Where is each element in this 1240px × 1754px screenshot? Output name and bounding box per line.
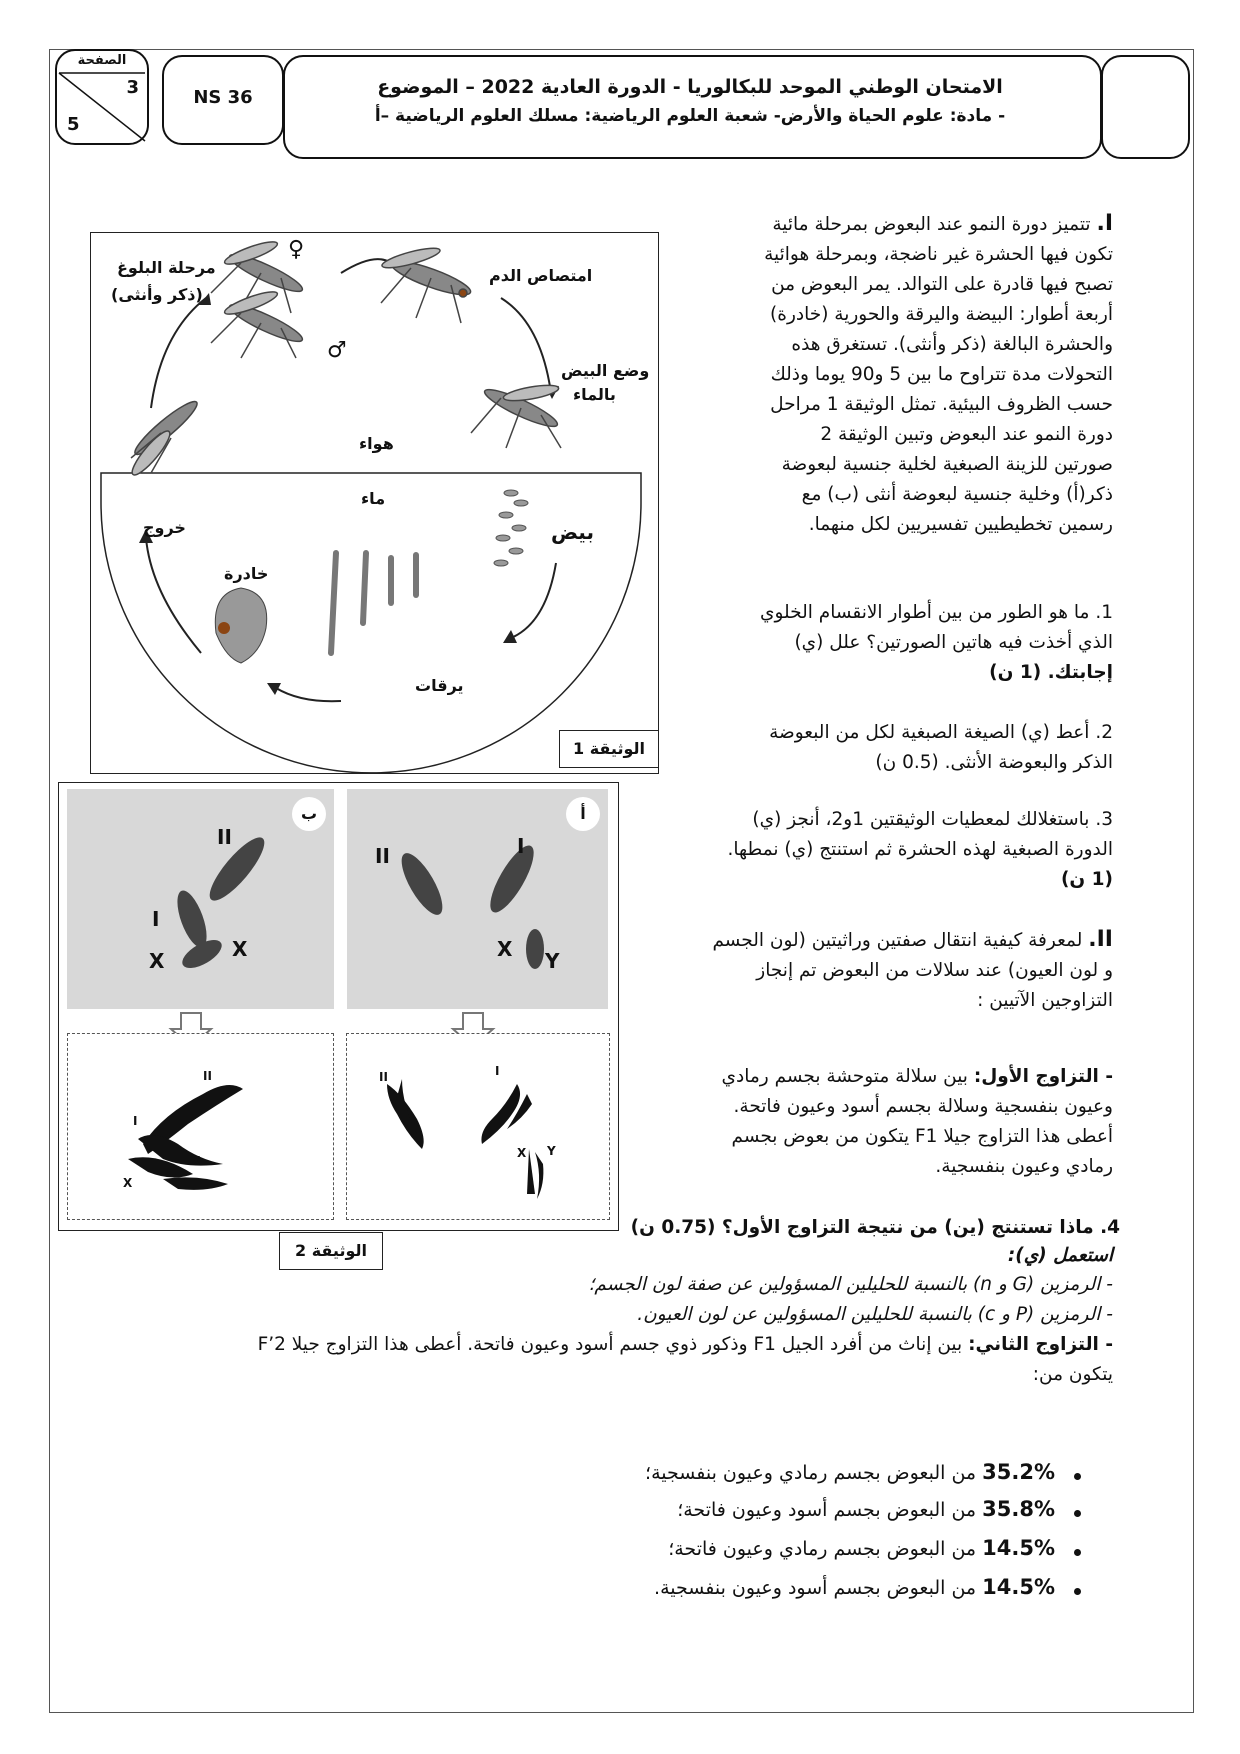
part1-line: أربعة أطوار: البيضة واليرقة والحورية (خادرة): [770, 304, 1113, 325]
cross1-line: وعيون بنفسجية وسلالة بجسم أسود وعيون فاتحة.: [733, 1096, 1113, 1117]
use-symbols-title: استعمل (ي):: [1007, 1245, 1113, 1266]
label-larvae: يرقات: [415, 676, 464, 695]
result-percent: 14.5%: [982, 1536, 1055, 1560]
page-total: 5: [67, 114, 80, 135]
result-item: [668, 1536, 1055, 1560]
cycle-arrow: [511, 563, 556, 638]
label-air: هواء: [359, 434, 394, 453]
chrom-a-II: II: [375, 844, 390, 868]
schem-a-Y: Y: [547, 1144, 556, 1158]
part1-line: ذكر(أ) وخلية جنسية لبعوضة أنثى (ب) مع: [801, 484, 1113, 505]
chrom-b-II: II: [217, 825, 232, 849]
cross-1: [640, 1062, 1113, 1182]
panel-b-badge: ب: [292, 797, 326, 831]
document-2-caption: الوثيقة 2: [279, 1232, 383, 1270]
bullet-icon: [1074, 1549, 1081, 1556]
part1-line: تكون فيها الحشرة غير ناضجة، وبمرحلة هوائية: [764, 244, 1113, 265]
result-text: من البعوض بجسم رمادي وعيون فاتحة؛: [668, 1538, 977, 1560]
schematic-chromosomes-b: [68, 1034, 333, 1219]
exam-code: NS 36: [193, 87, 253, 108]
document-1-caption: الوثيقة 1: [559, 730, 659, 768]
result-text: من البعوض بجسم أسود وعيون فاتحة؛: [677, 1499, 977, 1521]
bullet-icon: [1074, 1473, 1081, 1480]
document-1-figure: [90, 232, 659, 774]
label-adult-sex: (ذكر وأنثى): [111, 285, 203, 304]
mosquito-emerging-icon: [128, 396, 202, 479]
label-eggs: بيض: [551, 520, 594, 544]
larvae-icon: [331, 553, 416, 653]
result-percent: 35.8%: [982, 1497, 1055, 1521]
part1-line: دورة النمو عند البعوض وتبين الوثيقة 2: [820, 424, 1113, 445]
schem-a-I: I: [495, 1064, 500, 1078]
page-current: 3: [126, 77, 139, 98]
eggs-icon: [494, 490, 528, 566]
schem-a-II: II: [379, 1070, 388, 1084]
part2-numeral: II.: [1088, 927, 1113, 952]
cross1-line: أعطى هذا التزاوج جيلا F1 يتكون من بعوض بجسم: [731, 1126, 1113, 1147]
chrom-b-X1: X: [149, 949, 165, 973]
q1-line: إجابتك. (1 ن): [989, 662, 1113, 683]
schem-b-I: I: [133, 1114, 138, 1128]
use-symbols-eye-color: - الرمزين (P و c) بالنسبة للحليلين المسؤولين عن لون العيون.: [637, 1304, 1113, 1325]
label-blood: امتصاص الدم: [489, 266, 593, 285]
question-2: [665, 718, 1113, 778]
label-emergence: خروج: [143, 518, 186, 537]
result-text: من البعوض بجسم أسود وعيون بنفسجية.: [654, 1577, 977, 1599]
chrom-a-Y: Y: [545, 949, 560, 973]
panel-a-badge: أ: [566, 797, 600, 831]
part2-line: لمعرفة كيفية انتقال صفتين وراثيتين (لون الجسم: [712, 930, 1083, 951]
q2-line: الذكر والبعوضة الأنثى. (0.5 ن): [875, 752, 1113, 773]
question-4: 4. ماذا تستنتج (ين) من نتيجة التزاوج الأول؟ (0.75 ن): [630, 1217, 1120, 1238]
part1-line: التحولات مدة تتراوح ما بين 5 و90 يوما وذلك: [770, 364, 1113, 385]
chrom-b-I: I: [152, 907, 160, 931]
result-percent: 14.5%: [982, 1575, 1055, 1599]
cycle-arrow: [276, 688, 341, 701]
q1-line: 1. ما هو الطور من بين أطوار الانقسام الخلوي: [760, 602, 1113, 623]
exam-subject: - مادة: علوم الحياة والأرض- شعبة العلوم الرياضية: مسلك العلوم الرياضية –أ: [374, 106, 1006, 126]
karyotype-photo-b: [67, 789, 334, 1009]
page-number-box: [55, 49, 149, 145]
part1-line: تصبح فيها قادرة على التوالد. يمر البعوض من: [771, 274, 1113, 295]
pupa-icon: [215, 588, 266, 663]
mosquito-feeding-icon: [380, 244, 473, 323]
chrom-a-I: I: [517, 834, 525, 858]
female-symbol: ♀: [288, 237, 305, 262]
part2-line: التزاوجين الآتيين :: [977, 990, 1113, 1011]
part1-line: تتميز دورة النمو عند البعوض بمرحلة مائية: [772, 214, 1091, 235]
cross2-title: - التزاوج الثاني:: [968, 1334, 1113, 1355]
label-pupa: خادرة: [224, 564, 269, 583]
mosquito-male-icon: [211, 288, 306, 358]
q3-line: الدورة الصبغية لهذه الحشرة ثم استنتج (ي) نمطها.: [727, 839, 1113, 860]
code-box: [162, 55, 284, 145]
document-2-figure: [58, 782, 619, 1231]
question-1: [665, 598, 1113, 688]
schematic-b: [67, 1033, 334, 1220]
label-in-water: بالماء: [573, 385, 616, 404]
q3-line: 3. باستغلالك لمعطيات الوثيقتين 1و2، أنجز (ي): [752, 809, 1113, 830]
result-percent: 35.2%: [982, 1460, 1055, 1484]
part1-numeral: I.: [1096, 211, 1113, 236]
q1-line: الذي أخذت فيه هاتين الصورتين؟ علل (ي): [794, 632, 1113, 653]
q3-line: (1 ن): [1060, 869, 1113, 890]
cycle-arrow: [501, 298, 551, 393]
label-egg-laying: وضع البيض: [561, 361, 650, 380]
cross-2: [80, 1330, 1113, 1390]
question-3: [640, 805, 1113, 895]
schem-a-X: X: [517, 1146, 527, 1160]
bullet-icon: [1074, 1588, 1081, 1595]
part2-line: و لون العيون) عند سلالات من البعوض تم إنجاز: [756, 960, 1113, 981]
schematic-a: [346, 1033, 610, 1220]
karyotype-photo-a: [347, 789, 608, 1009]
schem-b-X2: X: [191, 1154, 201, 1168]
male-symbol: ♂: [327, 338, 347, 363]
blank-box: [1101, 55, 1190, 159]
cross1-line: رمادي وعيون بنفسجية.: [935, 1156, 1113, 1177]
result-item: [677, 1497, 1055, 1521]
q2-line: 2. أعط (ي) الصيغة الصبغية لكل من البعوضة: [769, 722, 1113, 743]
exam-title: الامتحان الوطني الموحد للبكالوريا - الدورة العادية 2022 – الموضوع: [377, 76, 1003, 98]
page-label: الصفحة: [77, 53, 127, 68]
result-text: من البعوض بجسم رمادي وعيون بنفسجية؛: [645, 1462, 977, 1484]
bullet-icon: [1074, 1510, 1081, 1517]
schem-b-X1: X: [123, 1176, 133, 1190]
label-water: ماء: [361, 489, 386, 508]
part1-intro: [675, 209, 1113, 540]
schematic-chromosomes-a: [347, 1034, 609, 1219]
part1-line: صورتين للزينة الصبغية لخلية جنسية لبعوضة: [781, 454, 1113, 475]
chrom-b-X2: X: [232, 937, 248, 961]
result-item: [645, 1460, 1055, 1484]
label-adult-stage: مرحلة البلوغ: [117, 258, 216, 277]
part2-intro: [640, 925, 1113, 1016]
cross2-line: يتكون من:: [1032, 1364, 1113, 1385]
cycle-arrow: [146, 538, 201, 653]
part1-line: حسب الظروف البيئية. تمثل الوثيقة 1 مراحل: [770, 394, 1113, 415]
cycle-arrow: [151, 298, 206, 408]
result-item: [654, 1575, 1055, 1599]
cross2-line: بين إناث من أفرد الجيل F1 وذكور ذوي جسم أسود وعيون فاتحة. أعطى هذا التزاوج جيلا F’2: [257, 1334, 963, 1355]
schem-b-II: II: [203, 1069, 212, 1083]
cross1-title: - التزاوج الأول:: [973, 1066, 1113, 1087]
use-symbols-body-color: - الرمزين (G و n) بالنسبة للحليلين المسؤولين عن صفة لون الجسم؛: [588, 1274, 1113, 1295]
chrom-a-X: X: [497, 937, 513, 961]
mosquito-egg-laying-icon: [471, 382, 561, 448]
cross1-line: بين سلالة متوحشة بجسم رمادي: [721, 1066, 968, 1087]
part1-line: والحشرة البالغة (ذكر وأنثى). تستغرق هذه: [791, 334, 1113, 355]
part1-line: رسمين تخطيطيين تفسيريين لكل منهما.: [808, 514, 1113, 535]
